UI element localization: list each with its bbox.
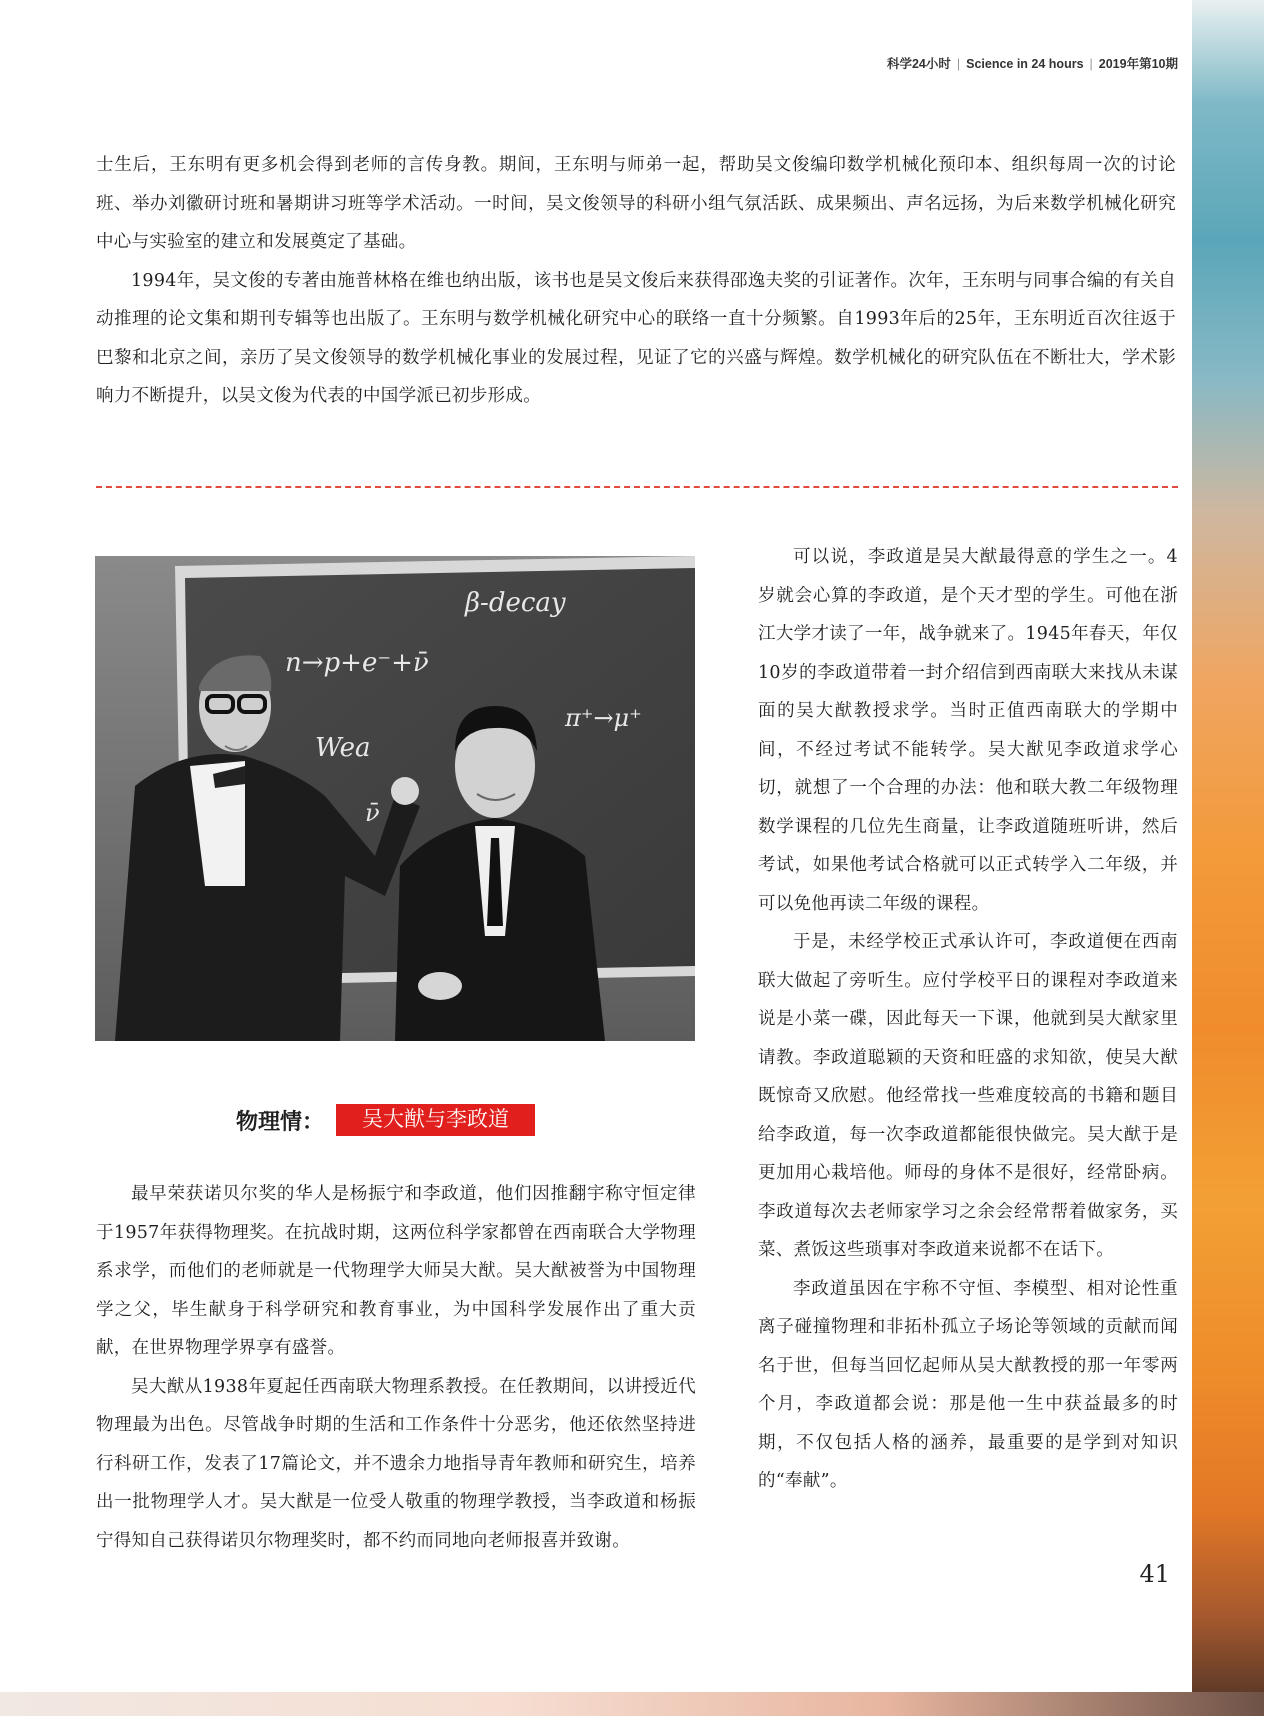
blackboard-text: ν̄ [365, 799, 380, 827]
page-number: 41 [1139, 1560, 1170, 1588]
issue-label: 2019年第10期 [1098, 57, 1178, 71]
blackboard-text: π⁺→μ⁺ [565, 704, 642, 732]
magazine-english-name: Science in 24 hours [966, 57, 1084, 71]
right-column-text [758, 538, 1178, 1501]
decorative-bottom-strip [0, 1692, 1264, 1716]
section-heading [236, 1104, 535, 1136]
paragraph: 李政道虽因在宇称不守恒、李模型、相对论性重离子碰撞物理和非拓朴孤立子场论等领域的贡献而闻名于世，但每当回忆起师从吴大猷教授的那一年零两个月，李政道都会说：那是他一生中获益最多的时期，不仅包括人格的涵养，最重要的是学到对知识的“奉献”。 [758, 1278, 1178, 1491]
blackboard-text: β-decay [465, 588, 566, 618]
left-column-text [96, 1175, 696, 1560]
blackboard-text: Wea [315, 733, 371, 763]
section-label: 物理情： [236, 1108, 325, 1134]
paragraph: 1994年，吴文俊的专著由施普林格在维也纳出版，该书也是吴文俊后来获得邵逸夫奖的引证著作。次年，王东明与同事合编的有关自动推理的论文集和期刊专辑等也出版了。王东明与数学机械化研究中心的联络一直十分频繁。自1993年后的25年，王东明近百次往返于巴黎和北京之间，亲历了吴文俊领导的数学机械化事业的发展过程，见证了它的兴盛与辉煌。数学机械化的研究队伍在不断壮大，学术影响力不断提升，以吴文俊为代表的中国学派已初步形成。 [96, 270, 1176, 406]
section-title: 吴大猷与李政道 [336, 1104, 535, 1136]
historical-photo [95, 556, 695, 1041]
running-header: 科学24小时 | Science in 24 hours | 2019年第10期 [886, 57, 1178, 71]
top-article-text [96, 146, 1176, 416]
section-divider [96, 486, 1178, 488]
decorative-side-stripe [1192, 0, 1264, 1716]
paragraph: 吴大猷从1938年夏起任西南联大物理系教授。在任教期间，以讲授近代物理最为出色。尽管战争时期的生活和工作条件十分恶劣，他还依然坚持进行科研工作，发表了17篇论文，并不遗余力地指导青年教师和研究生，培养出一批物理学人才。吴大猷是一位受人敬重的物理学教授，当李政道和杨振宁得知自己获得诺贝尔物理奖时，都不约而同地向老师报喜并致谢。 [96, 1376, 696, 1551]
paragraph: 于是，未经学校正式承认许可，李政道便在西南联大做起了旁听生。应付学校平日的课程对李政道来说是小菜一碟，因此每天一下课，他就到吴大猷家里请教。李政道聪颖的天资和旺盛的求知欲，使吴大猷既惊奇又欣慰。他经常找一些难度较高的书籍和题目给李政道，每一次李政道都能很快做完。吴大猷于是更加用心栽培他。师母的身体不是很好，经常卧病。李政道每次去老师家学习之余会经常帮着做家务，买菜、煮饭这些琐事对李政道来说都不在话下。 [758, 932, 1178, 1260]
paragraph: 士生后，王东明有更多机会得到老师的言传身教。期间，王东明与师弟一起，帮助吴文俊编印数学机械化预印本、组织每周一次的讨论班、举办刘徽研讨班和暑期讲习班等学术活动。一时间，吴文俊领导的科研小组气氛活跃、成果频出、声名远扬，为后来数学机械化研究中心与实验室的建立和发展奠定了基础。 [96, 155, 1176, 252]
paragraph: 可以说，李政道是吴大猷最得意的学生之一。4岁就会心算的李政道，是个天才型的学生。可他在浙江大学才读了一年，战争就来了。1945年春天，年仅10岁的李政道带着一封介绍信到西南联大来找从未谋面的吴大猷教授求学。当时正值西南联大的学期中间，不经过考试不能转学。吴大猷见李政道求学心切，就想了一个合理的办法：他和联大教二年级物理数学课程的几位先生商量，让李政道随班听讲，然后考试，如果他考试合格就可以正式转学入二年级，并可以免他再读二年级的课程。 [758, 547, 1178, 914]
blackboard-text: n→p+e⁻+ν̄ [285, 648, 429, 678]
paragraph: 最早荣获诺贝尔奖的华人是杨振宁和李政道，他们因推翻宇称守恒定律于1957年获得物理奖。在抗战时期，这两位科学家都曾在西南联合大学物理系求学，而他们的老师就是一代物理学大师吴大猷。吴大猷被誉为中国物理学之父，毕生献身于科学研究和教育事业，为中国科学发展作出了重大贡献，在世界物理学界享有盛誉。 [96, 1184, 696, 1358]
magazine-name: 科学24小时 [886, 57, 951, 71]
